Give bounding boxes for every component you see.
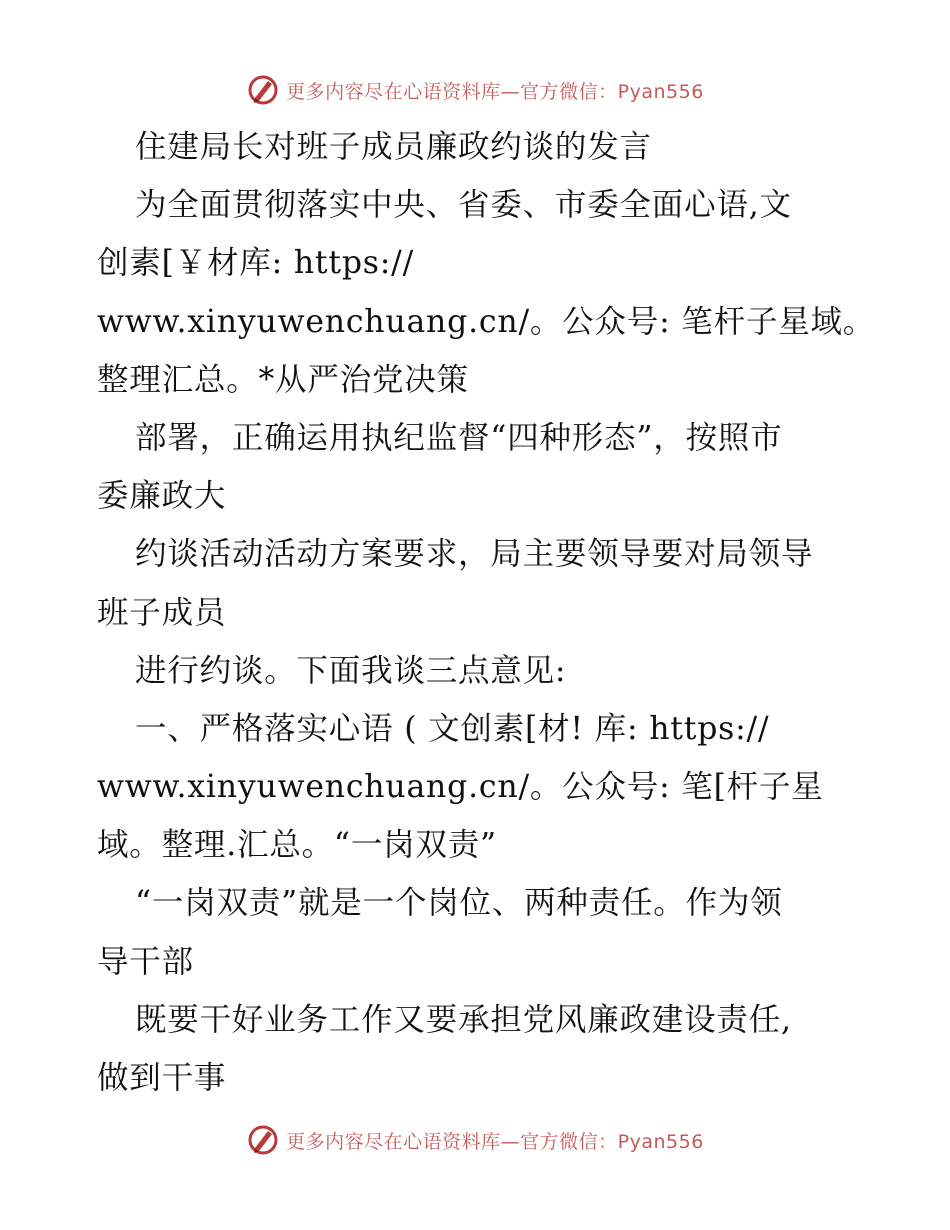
document-title: 住建局长对班子成员廉政约谈的发言	[135, 129, 652, 165]
paragraph-line: 导干部	[97, 943, 194, 980]
paragraph-line: www.xinyuwenchuang.cn/。公众号: 笔[杆子星	[97, 769, 824, 806]
watermark-group	[246, 1123, 704, 1157]
header-watermark	[0, 70, 950, 110]
pen-logo-icon	[246, 73, 280, 107]
document-body	[97, 118, 876, 1107]
paragraph-line: 做到干事	[97, 1060, 227, 1096]
paragraph-line: www.xinyuwenchuang.cn/。公众号: 笔杆子星域。	[97, 303, 876, 340]
paragraph-line: 部署，正确运用执纪监督“四种形态”，按照市	[135, 419, 783, 456]
paragraph-line: 既要干好业务工作又要承担党风廉政建设责任,	[135, 1001, 792, 1038]
watermark-text: 更多内容尽在心语资料库—官方微信：Pyan556	[286, 1130, 704, 1153]
paragraph-line: 班子成员	[97, 594, 227, 631]
paragraph-line: 域。整理.汇总。“一岗双责”	[97, 827, 497, 864]
paragraph-line: 创素[￥材库: https://	[97, 245, 414, 282]
paragraph-line: 约谈活动活动方案要求，局主要领导要对局领导	[135, 536, 814, 573]
footer-watermark	[0, 1120, 950, 1160]
paragraph-line: 为全面贯彻落实中央、省委、市委全面心语,文	[135, 187, 792, 224]
section-heading: 一、严格落实心语 ( 文创素[材! 库: https://	[135, 710, 770, 747]
paragraph-line: 委廉政大	[97, 478, 227, 515]
paragraph-line: “一岗双责”就是一个岗位、两种责任。作为领	[135, 885, 783, 922]
pen-logo-icon	[246, 1123, 280, 1157]
paragraph-line: 整理汇总。*从严治党决策	[97, 361, 469, 398]
paragraph-line: 进行约谈。下面我谈三点意见:	[135, 652, 567, 689]
watermark-text: 更多内容尽在心语资料库—官方微信：Pyan556	[286, 80, 704, 103]
watermark-group	[246, 73, 704, 107]
